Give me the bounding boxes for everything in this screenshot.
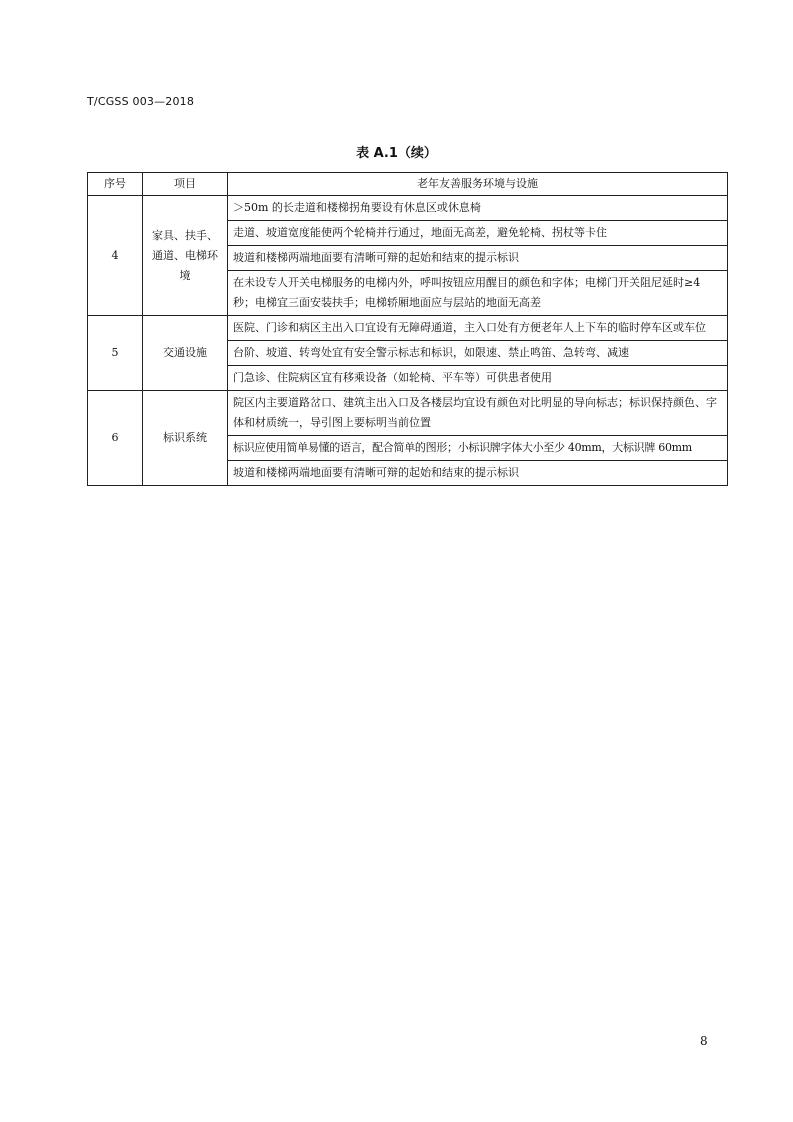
row-item-cell: 标识系统 [143, 391, 228, 486]
requirement-cell: 院区内主要道路岔口、建筑主出入口及各楼层均宜设有颜色对比明显的导向标志；标识保持颜色、字体和材质统一，导引图上要标明当前位置 [228, 391, 728, 436]
requirement-cell: 在未设专人开关电梯服务的电梯内外，呼叫按钮应用醒目的颜色和字体；电梯门开关阻尼延时≥4 秒；电梯宜三面安装扶手；电梯轿厢地面应与层站的地面无高差 [228, 271, 728, 316]
table-row [88, 196, 728, 221]
requirement-cell: 坡道和楼梯两端地面要有清晰可辩的起始和结束的提示标识 [228, 246, 728, 271]
table-row [88, 316, 728, 341]
row-num-cell: 6 [88, 391, 143, 486]
column-header-requirements: 老年友善服务环境与设施 [228, 173, 728, 196]
column-header-num: 序号 [88, 173, 143, 196]
requirement-cell: 台阶、坡道、转弯处宜有安全警示标志和标识，如限速、禁止鸣笛、急转弯、减速 [228, 341, 728, 366]
requirement-cell: ＞50m 的长走道和楼梯拐角要设有休息区或休息椅 [228, 196, 728, 221]
row-num-cell: 5 [88, 316, 143, 391]
requirement-cell: 走道、坡道宽度能使两个轮椅并行通过，地面无高差，避免轮椅、拐杖等卡住 [228, 221, 728, 246]
requirement-cell: 医院、门诊和病区主出入口宜设有无障碍通道，主入口处有方便老年人上下车的临时停车区或车位 [228, 316, 728, 341]
table-header-row [88, 173, 728, 196]
requirement-cell: 标识应使用简单易懂的语言，配合简单的图形；小标识牌字体大小至少 40mm，大标识牌 60mm [228, 436, 728, 461]
table-title: 表 A.1（续） [356, 146, 437, 161]
column-header-item: 项目 [143, 173, 228, 196]
document-code: T/CGSS 003—2018 [87, 95, 195, 108]
row-item-cell: 家具、扶手、通道、电梯环境 [143, 196, 228, 316]
row-num-cell: 4 [88, 196, 143, 316]
row-item-cell: 交通设施 [143, 316, 228, 391]
requirement-cell: 坡道和楼梯两端地面要有清晰可辩的起始和结束的提示标识 [228, 461, 728, 486]
requirement-cell: 门急诊、住院病区宜有移乘设备（如轮椅、平车等）可供患者使用 [228, 366, 728, 391]
requirements-table [87, 172, 728, 486]
page-number: 8 [700, 1034, 708, 1048]
table-row [88, 391, 728, 436]
